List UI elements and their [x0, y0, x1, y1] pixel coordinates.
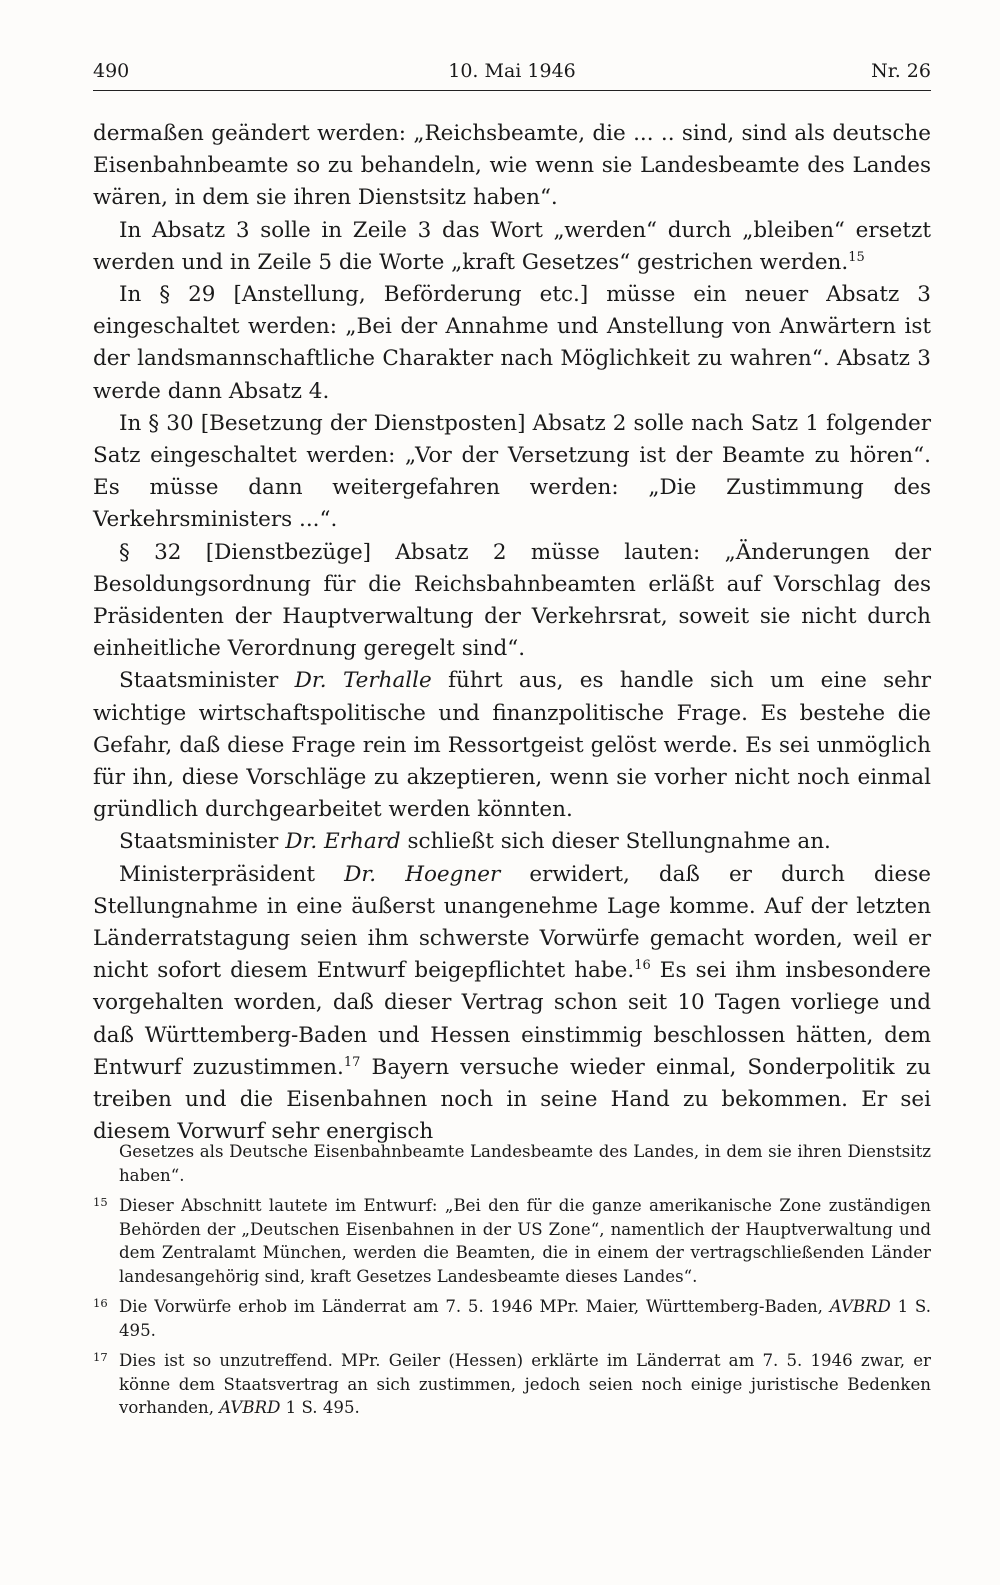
paragraph: Staatsminister Dr. Terhalle führt aus, es handle sich um eine sehr wichtige wirtschaftspolitische und finanzpolitische Frage. Es bestehe die Gefahr, daß diese Frage rein im Ressortgeist gelöst werde. Es sei unmöglich für ihn, diese Vorschläge zu akzeptieren, wenn sie vorher nicht noch einmal gründlich durchgearbeitet werden könnten.: [93, 668, 931, 823]
footnote-number: 16: [93, 1296, 108, 1310]
footnotes: [93, 1140, 931, 1427]
footnote-ref: 17: [343, 1054, 361, 1070]
footnote-17: [93, 1349, 931, 1420]
paragraph: Ministerpräsident Dr. Hoegner erwidert, daß er durch diese Stellungnahme in eine äußerst unangenehme Lage komme. Auf der letzten Länderratstagung seien ihm schwerste Vorwürfe gemacht worden, weil er nicht sofort diesem Entwurf beigepflichtet habe.$^{16}$ Es sei ihm insbesondere vorgehalten worden, daß dieser Vertrag schon seit 10 Tagen vorliege und daß Württemberg-Baden und Hessen einstimmig beschlossen hätten, dem Entwurf zuzustimmen.$^{17}$ Bayern versuche wieder einmal, Sonderpolitik zu treiben und die Eisenbahnen noch in seine Hand zu bekommen. Er sei diesem Vorwurf sehr energisch: [93, 861, 932, 1145]
footnote-ref: 15: [848, 249, 865, 265]
footnote-15: [93, 1194, 931, 1288]
page-number: 490: [93, 60, 130, 82]
reference-abbrev: AVBRD: [829, 1297, 891, 1316]
footnote-text: Dieser Abschnitt lautete im Entwurf: „Bei den für die ganze amerikanische Zone zuständigen Behörden der „Deutschen Eisenbahnen in der US Zone“, namentlich der Hauptverwaltung und dem Zentralamt München, werden die Beamten, die in einem der vertragschließenden Länder landesangehörig sind, kraft Gesetzes Landesbeamte dieses Landes“.: [119, 1196, 931, 1286]
running-header: [93, 58, 931, 91]
footnote-16: [93, 1295, 931, 1342]
paragraph: In § 30 [Besetzung der Dienstposten] Absatz 2 solle nach Satz 1 folgender Satz eingeschaltet werden: „Vor der Versetzung ist der Beamte zu hören“. Es müsse dann weitergefahren werden: „Die Zustimmung des Verkehrsministers ...“.: [93, 410, 931, 533]
header-date: 10. Mai 1946: [448, 60, 576, 82]
person-name: Dr. Terhalle: [294, 668, 432, 694]
paragraph: dermaßen geändert werden: „Reichsbeamte, die ... .. sind, sind als deutsche Eisenbahnbeamte so zu behandeln, wie wenn sie Landesbeamte des Landes wären, in dem sie ihren Dienstsitz haben“.: [93, 121, 931, 211]
footnote-text: Die Vorwürfe erhob im Länderrat am 7. 5. 1946 MPr. Maier, Württemberg-Baden, AVBRD 1 S. 495.: [119, 1297, 931, 1340]
issue-number: Nr. 26: [871, 60, 931, 82]
person-name: Dr. Hoegner: [344, 861, 501, 887]
footnote-number: 17: [93, 1350, 108, 1364]
main-text: [93, 118, 931, 1149]
paragraph: In § 29 [Anstellung, Beförderung etc.] müsse ein neuer Absatz 3 eingeschaltet werden: „Bei der Annahme und Anstellung von Anwärtern ist der landsmannschaftliche Charakter nach Möglichkeit zu wahren“. Absatz 3 werde dann Absatz 4.: [93, 282, 931, 404]
paragraph: Staatsminister Dr. Erhard schließt sich dieser Stellungnahme an.: [119, 829, 831, 855]
reference-abbrev: AVBRD: [219, 1398, 281, 1417]
person-name: Dr. Erhard: [285, 829, 401, 855]
footnote-ref: 16: [634, 958, 651, 974]
paragraph: § 32 [Dienstbezüge] Absatz 2 müsse lauten: „Änderungen der Besoldungsordnung für die Reichsbahnbeamten erläßt auf Vorschlag des Präsidenten der Hauptverwaltung der Verkehrsrat, soweit sie nicht durch einheitliche Verordnung geregelt sind“.: [93, 539, 931, 662]
footnote-text: Dies ist so unzutreffend. MPr. Geiler (Hessen) erklärte im Länderrat am 7. 5. 1946 zwar, er könne dem Staatsvertrag an sich zustimmen, jedoch seien noch einige juristische Bedenken vorhanden, AVBRD 1 S. 495.: [119, 1351, 931, 1417]
footnote-continuation: Gesetzes als Deutsche Eisenbahnbeamte Landesbeamte des Landes, in dem sie ihren Dienstsitz haben“.: [119, 1142, 931, 1185]
footnote-number: 15: [93, 1195, 108, 1209]
paragraph: In Absatz 3 solle in Zeile 3 das Wort „werden“ durch „bleiben“ ersetzt werden und in Zeile 5 die Worte „kraft Gesetzes“ gestrichen werden.$^{15}$: [93, 217, 931, 275]
